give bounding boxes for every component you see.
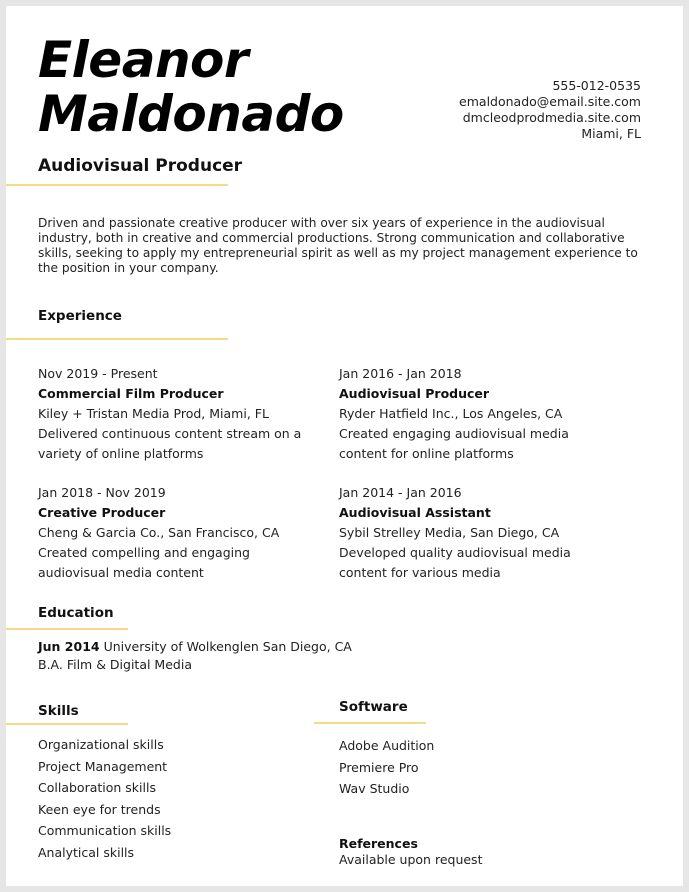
list-item: Premiere Pro (339, 759, 419, 775)
job-description: Delivered continuous content stream on a variety of online platforms (38, 426, 302, 461)
list-item: Wav Studio (339, 781, 410, 796)
job-entry (38, 364, 338, 464)
contact-website: dmcleodprodmedia.site.com (462, 110, 641, 125)
education-heading: Education (38, 605, 114, 621)
references-text: Available upon request (339, 852, 483, 867)
job-title: Creative Producer (38, 505, 166, 520)
job-company: Cheng & Garcia Co., San Francisco, CA (38, 525, 280, 540)
job-description: Created compelling and engaging audiovisual media content (38, 545, 250, 580)
experience-divider (6, 338, 228, 340)
list-item: Project Management (38, 758, 168, 774)
job-entry (339, 364, 639, 464)
education-degree: B.A. Film & Digital Media (38, 657, 192, 672)
references-block (339, 836, 482, 868)
experience-heading: Experience (38, 308, 122, 324)
job-dates: Jan 2014 - Jan 2016 (339, 485, 462, 500)
job-title: Audiovisual Producer (339, 386, 490, 401)
list-item: Communication skills (38, 823, 172, 838)
job-title: Audiovisual Assistant (339, 505, 491, 520)
software-list (339, 735, 434, 800)
job-dates: Jan 2018 - Nov 2019 (38, 485, 166, 500)
contact-email: emaldonado@email.site.com (459, 94, 641, 109)
list-item: Adobe Audition (339, 738, 435, 753)
skills-list (38, 734, 171, 863)
skills-heading: Skills (38, 703, 79, 719)
job-description: Created engaging audiovisual media content for online platforms (339, 426, 569, 461)
job-entry (38, 483, 338, 583)
role-title: Audiovisual Producer (38, 156, 243, 176)
references-heading: References (339, 836, 418, 851)
contact-phone: 555-012-0535 (552, 78, 641, 93)
first-name: Eleanor (38, 31, 249, 89)
job-description: Developed quality audiovisual media content for various media (339, 545, 571, 580)
education-school: University of Wolkenglen San Diego, CA (103, 639, 352, 654)
education-date: Jun 2014 (38, 639, 100, 654)
list-item: Keen eye for trends (38, 801, 161, 817)
job-company: Kiley + Tristan Media Prod, Miami, FL (38, 406, 269, 421)
skills-divider (6, 723, 128, 725)
software-heading: Software (339, 699, 408, 715)
contact-block (459, 78, 641, 142)
last-name: Maldonado (38, 85, 344, 143)
list-item: Organizational skills (38, 737, 164, 752)
job-company: Sybil Strelley Media, San Diego, CA (339, 525, 560, 540)
job-company: Ryder Hatfield Inc., Los Angeles, CA (339, 406, 563, 421)
software-divider (314, 722, 426, 724)
list-item: Collaboration skills (38, 780, 156, 795)
job-dates: Nov 2019 - Present (38, 366, 158, 381)
list-item: Analytical skills (38, 844, 135, 860)
job-entry (339, 483, 639, 583)
job-dates: Jan 2016 - Jan 2018 (339, 366, 462, 381)
contact-location: Miami, FL (581, 126, 641, 141)
education-entry (38, 638, 352, 674)
job-title: Commercial Film Producer (38, 386, 224, 401)
resume-page (6, 6, 683, 886)
role-divider (6, 184, 228, 186)
education-divider (6, 628, 128, 630)
summary-paragraph: Driven and passionate creative producer with over six years of experience in the audiovisual industry, both in creative and commercial productions. Strong communication and collaborative skills, seeking to apply my entrepreneurial spirit as well as my project management experience to the position in your company. (38, 216, 638, 275)
